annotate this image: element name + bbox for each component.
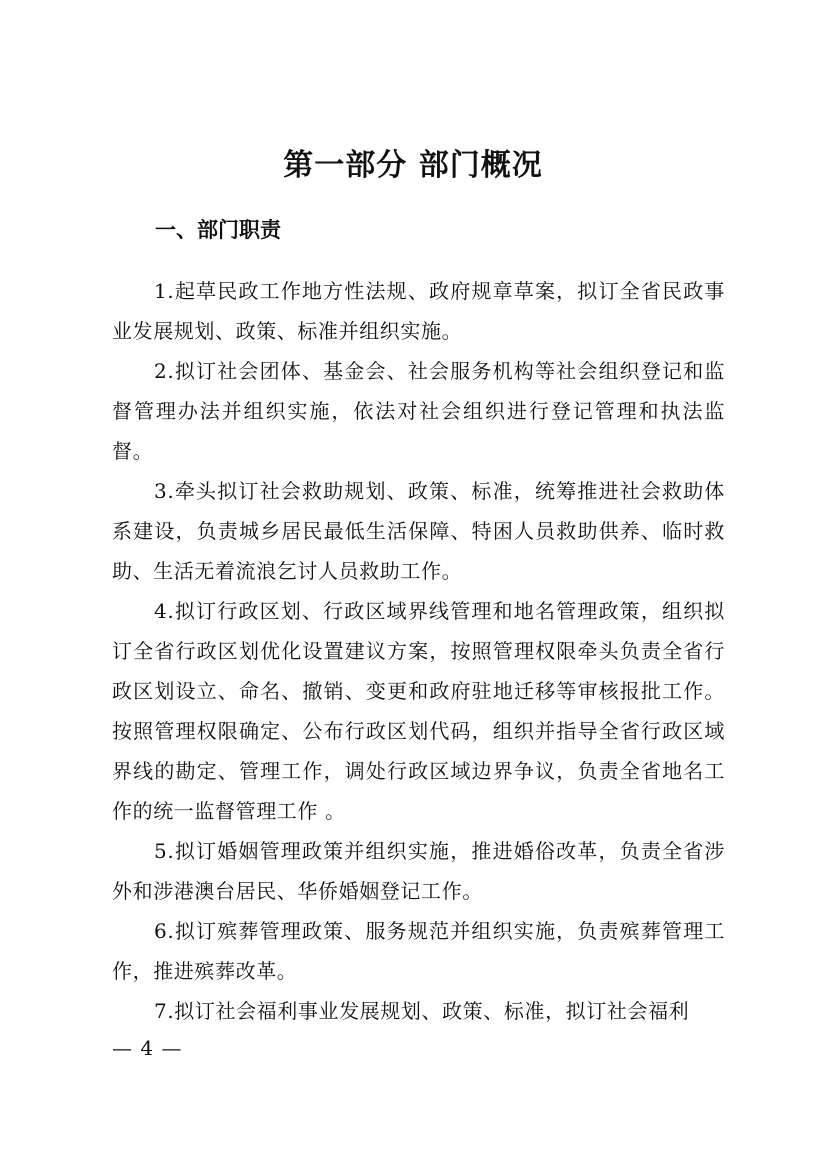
paragraph-6: 6.拟订殡葬管理政策、服务规范并组织实施，负责殡葬管理工作，推进殡葬改革。 [112, 919, 725, 983]
page-number: — 4 — [112, 1036, 183, 1060]
paragraph-4: 4.拟订行政区划、行政区域界线管理和地名管理政策，组织拟订全省行政区划优化设置建议方案，按照管理权限牵头负责全省行政区划设立、命名、撤销、变更和政府驻地迁移等审核报批工作。按照管理权限确定、公布行政区划代码，组织并指导全省行政区域界线的勘定、管理工作，调处行政区域边界争议，负责全省地名工作的统一监督管理工作 。 [112, 599, 725, 823]
paragraph-2: 2.拟订社会团体、基金会、社会服务机构等社会组织登记和监督管理办法并组织实施，依法对社会组织进行登记管理和执法监督。 [112, 359, 725, 463]
body-text [112, 271, 725, 1031]
paragraph-3: 3.牵头拟订社会救助规划、政策、标准，统筹推进社会救助体系建设，负责城乡居民最低生活保障、特困人员救助供养、临时救助、生活无着流浪乞讨人员救助工作。 [112, 479, 725, 583]
paragraph-7: 7.拟订社会福利事业发展规划、政策、标准，拟订社会福利 [154, 999, 690, 1023]
page-title: 第一部分 部门概况 [283, 148, 543, 183]
paragraph-1: 1.起草民政工作地方性法规、政府规章草案，拟订全省民政事业发展规划、政策、标准并组织实施。 [112, 279, 725, 343]
section-heading: 一、部门职责 [155, 218, 281, 242]
paragraph-5: 5.拟订婚姻管理政策并组织实施，推进婚俗改革，负责全省涉外和涉港澳台居民、华侨婚姻登记工作。 [112, 839, 725, 903]
